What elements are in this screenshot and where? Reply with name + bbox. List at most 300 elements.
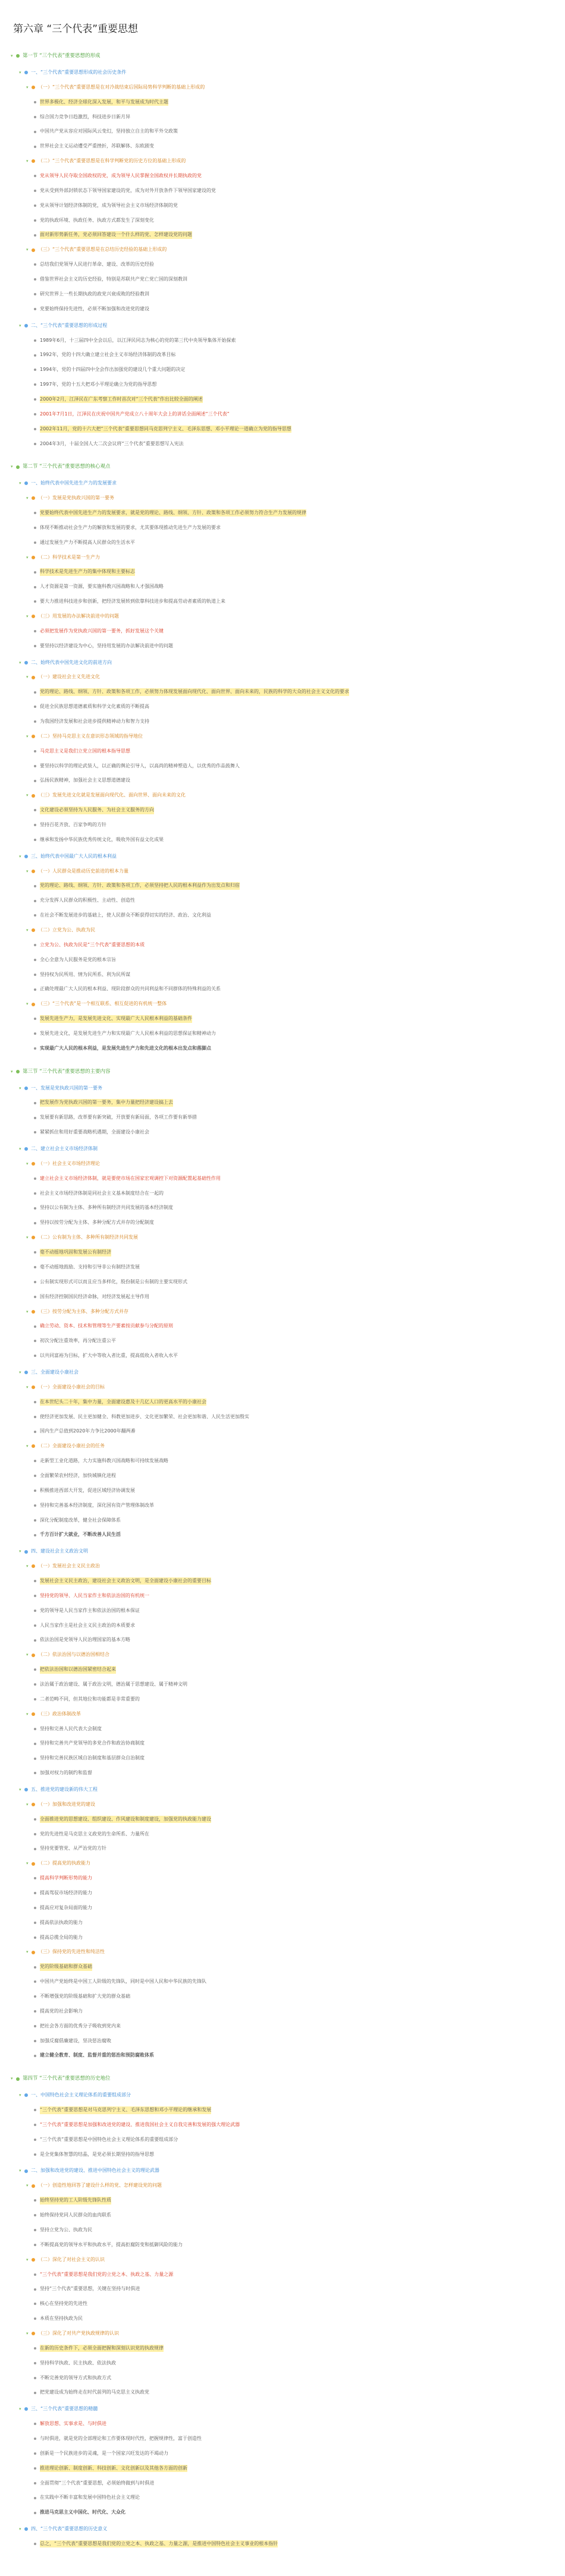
- outline-node-level-3[interactable]: [11, 377, 554, 392]
- bullet-dot-icon[interactable]: [34, 586, 36, 588]
- outline-node-level-3[interactable]: [11, 1245, 554, 1260]
- bullet-dot-icon[interactable]: [34, 2317, 36, 2320]
- bullet-dot-icon[interactable]: [32, 870, 35, 873]
- outline-node-level-3[interactable]: [11, 1528, 554, 1542]
- outline-node-level-1[interactable]: [11, 2088, 554, 2103]
- outline-node-level-3[interactable]: [11, 1349, 554, 1363]
- outline-node-level-3[interactable]: [11, 2238, 554, 2253]
- outline-node-level-3[interactable]: [11, 139, 554, 154]
- bullet-dot-icon[interactable]: [34, 101, 36, 103]
- bullet-dot-icon[interactable]: [34, 1340, 36, 1342]
- bullet-dot-icon[interactable]: [34, 1848, 36, 1850]
- collapse-arrow-icon[interactable]: ▾: [19, 1369, 21, 1375]
- bullet-dot-icon[interactable]: [34, 2025, 36, 2027]
- bullet-dot-icon[interactable]: [34, 2055, 36, 2057]
- outline-node-level-3[interactable]: [11, 1172, 554, 1186]
- outline-node-level-3[interactable]: [11, 1334, 554, 1349]
- collapse-arrow-icon[interactable]: ▾: [26, 675, 29, 680]
- bullet-dot-icon[interactable]: [34, 1610, 36, 1612]
- outline-node-level-3[interactable]: [11, 878, 554, 893]
- outline-node-level-3[interactable]: [11, 2370, 554, 2385]
- bullet-dot-icon[interactable]: [34, 1892, 36, 1894]
- outline-node-level-3[interactable]: [11, 2490, 554, 2505]
- outline-node-level-3[interactable]: [11, 1498, 554, 1513]
- bullet-dot-icon[interactable]: [34, 706, 36, 708]
- outline-node-level-3[interactable]: [11, 2341, 554, 2356]
- outline-node-level-3[interactable]: [11, 2019, 554, 2034]
- bullet-dot-icon[interactable]: [34, 219, 36, 222]
- collapse-arrow-icon[interactable]: ▾: [19, 323, 21, 328]
- outline-node-level-2[interactable]: [11, 491, 554, 506]
- outline-node-level-3[interactable]: [11, 1041, 554, 1056]
- collapse-arrow-icon[interactable]: ▾: [26, 733, 29, 739]
- collapse-arrow-icon[interactable]: ▾: [26, 247, 29, 253]
- outline-node-level-3[interactable]: [11, 803, 554, 818]
- bullet-dot-icon[interactable]: [34, 1266, 36, 1268]
- bullet-dot-icon[interactable]: [34, 839, 36, 841]
- bullet-dot-icon[interactable]: [24, 1087, 28, 1090]
- bullet-dot-icon[interactable]: [32, 496, 35, 500]
- outline-node-level-1[interactable]: [11, 1544, 554, 1559]
- bullet-dot-icon[interactable]: [34, 1668, 36, 1671]
- outline-node-level-3[interactable]: [11, 521, 554, 536]
- outline-node-level-2[interactable]: [11, 1380, 554, 1395]
- bullet-dot-icon[interactable]: [34, 1251, 36, 1254]
- outline-node-level-3[interactable]: [11, 1454, 554, 1469]
- collapse-arrow-icon[interactable]: ▾: [26, 1711, 29, 1717]
- bullet-dot-icon[interactable]: [24, 481, 28, 485]
- outline-node-level-2[interactable]: [11, 997, 554, 1012]
- collapse-arrow-icon[interactable]: ▾: [26, 1235, 29, 1240]
- bullet-dot-icon[interactable]: [34, 1728, 36, 1730]
- bullet-dot-icon[interactable]: [34, 1460, 36, 1462]
- outline-node-level-3[interactable]: [11, 1633, 554, 1648]
- collapse-arrow-icon[interactable]: ▾: [19, 2168, 21, 2174]
- outline-node-level-3[interactable]: [11, 1095, 554, 1110]
- bullet-dot-icon[interactable]: [34, 2214, 36, 2216]
- bullet-dot-icon[interactable]: [24, 2169, 28, 2173]
- bullet-dot-icon[interactable]: [34, 2010, 36, 2013]
- collapse-arrow-icon[interactable]: ▾: [11, 2076, 13, 2081]
- collapse-arrow-icon[interactable]: ▾: [26, 1002, 29, 1007]
- bullet-dot-icon[interactable]: [34, 1519, 36, 1522]
- bullet-dot-icon[interactable]: [34, 1639, 36, 1642]
- outline-node-level-3[interactable]: [11, 565, 554, 580]
- bullet-dot-icon[interactable]: [34, 1416, 36, 1418]
- outline-node-level-1[interactable]: [11, 318, 554, 333]
- outline-node-level-3[interactable]: [11, 1125, 554, 1140]
- outline-node-level-0[interactable]: [11, 49, 554, 64]
- outline-node-level-3[interactable]: [11, 1930, 554, 1945]
- outline-node-level-3[interactable]: [11, 95, 554, 110]
- bullet-dot-icon[interactable]: [32, 1385, 35, 1389]
- collapse-arrow-icon[interactable]: ▾: [26, 84, 29, 90]
- bullet-dot-icon[interactable]: [34, 1966, 36, 1969]
- bullet-dot-icon[interactable]: [32, 1162, 35, 1166]
- bullet-dot-icon[interactable]: [32, 1444, 35, 1448]
- collapse-arrow-icon[interactable]: ▾: [11, 464, 13, 470]
- bullet-dot-icon[interactable]: [34, 116, 36, 118]
- outline-node-level-3[interactable]: [11, 2417, 554, 2432]
- outline-node-level-2[interactable]: [11, 80, 554, 95]
- collapse-arrow-icon[interactable]: ▾: [19, 70, 21, 75]
- bullet-dot-icon[interactable]: [34, 2303, 36, 2305]
- collapse-arrow-icon[interactable]: ▾: [26, 613, 29, 619]
- bullet-dot-icon[interactable]: [34, 1177, 36, 1180]
- bullet-dot-icon[interactable]: [34, 293, 36, 295]
- outline-node-level-3[interactable]: [11, 2118, 554, 2133]
- outline-node-level-1[interactable]: [11, 1081, 554, 1095]
- outline-node-level-2[interactable]: [11, 1856, 554, 1871]
- outline-node-level-3[interactable]: [11, 1989, 554, 2004]
- bullet-dot-icon[interactable]: [34, 413, 36, 415]
- bullet-dot-icon[interactable]: [34, 1936, 36, 1939]
- bullet-dot-icon[interactable]: [24, 2407, 28, 2411]
- bullet-dot-icon[interactable]: [24, 661, 28, 665]
- bullet-dot-icon[interactable]: [34, 369, 36, 371]
- outline-node-level-2[interactable]: [11, 670, 554, 685]
- outline-node-level-3[interactable]: [11, 213, 554, 228]
- bullet-dot-icon[interactable]: [34, 900, 36, 902]
- outline-node-level-3[interactable]: [11, 685, 554, 700]
- bullet-dot-icon[interactable]: [34, 2124, 36, 2126]
- outline-node-level-1[interactable]: [11, 2402, 554, 2417]
- outline-node-level-3[interactable]: [11, 2048, 554, 2063]
- bullet-dot-icon[interactable]: [24, 71, 28, 74]
- bullet-dot-icon[interactable]: [34, 1281, 36, 1283]
- outline-node-level-3[interactable]: [11, 2282, 554, 2297]
- bullet-dot-icon[interactable]: [34, 571, 36, 574]
- outline-node-level-3[interactable]: [11, 536, 554, 550]
- outline-node-level-3[interactable]: [11, 953, 554, 968]
- outline-node-level-3[interactable]: [11, 2312, 554, 2326]
- collapse-arrow-icon[interactable]: ▾: [26, 2183, 29, 2188]
- outline-node-level-3[interactable]: [11, 1026, 554, 1041]
- bullet-dot-icon[interactable]: [34, 2543, 36, 2545]
- bullet-dot-icon[interactable]: [34, 339, 36, 342]
- bullet-dot-icon[interactable]: [34, 1018, 36, 1020]
- outline-node-level-3[interactable]: [11, 908, 554, 923]
- outline-node-level-3[interactable]: [11, 272, 554, 287]
- bullet-dot-icon[interactable]: [34, 1207, 36, 1210]
- bullet-dot-icon[interactable]: [34, 1032, 36, 1035]
- bullet-dot-icon[interactable]: [32, 2258, 35, 2262]
- bullet-dot-icon[interactable]: [34, 398, 36, 401]
- bullet-dot-icon[interactable]: [24, 1788, 28, 1791]
- bullet-dot-icon[interactable]: [34, 1980, 36, 1983]
- bullet-dot-icon[interactable]: [34, 512, 36, 514]
- outline-node-level-3[interactable]: [11, 1692, 554, 1707]
- bullet-dot-icon[interactable]: [16, 1070, 20, 1073]
- bullet-dot-icon[interactable]: [32, 794, 35, 798]
- outline-node-level-3[interactable]: [11, 2461, 554, 2476]
- outline-node-level-3[interactable]: [11, 2297, 554, 2312]
- outline-node-level-3[interactable]: [11, 184, 554, 199]
- outline-node-level-3[interactable]: [11, 199, 554, 213]
- bullet-dot-icon[interactable]: [34, 765, 36, 767]
- outline-node-level-3[interactable]: [11, 2004, 554, 2019]
- collapse-arrow-icon[interactable]: ▾: [19, 1787, 21, 1792]
- outline-node-level-3[interactable]: [11, 2267, 554, 2282]
- outline-node-level-2[interactable]: [11, 550, 554, 565]
- bullet-dot-icon[interactable]: [32, 159, 35, 163]
- outline-node-level-1[interactable]: [11, 849, 554, 864]
- bullet-dot-icon[interactable]: [34, 308, 36, 310]
- outline-node-level-3[interactable]: [11, 1604, 554, 1618]
- outline-node-level-3[interactable]: [11, 773, 554, 788]
- bullet-dot-icon[interactable]: [34, 2229, 36, 2231]
- bullet-dot-icon[interactable]: [34, 354, 36, 357]
- outline-node-level-0[interactable]: [11, 2071, 554, 2086]
- bullet-dot-icon[interactable]: [34, 443, 36, 445]
- bullet-dot-icon[interactable]: [34, 1758, 36, 1760]
- bullet-dot-icon[interactable]: [34, 645, 36, 647]
- bullet-dot-icon[interactable]: [34, 1595, 36, 1597]
- outline-node-level-1[interactable]: [11, 1783, 554, 1797]
- collapse-arrow-icon[interactable]: ▾: [26, 555, 29, 560]
- bullet-dot-icon[interactable]: [34, 630, 36, 632]
- outline-node-level-3[interactable]: [11, 2446, 554, 2461]
- collapse-arrow-icon[interactable]: ▾: [11, 1069, 13, 1074]
- bullet-dot-icon[interactable]: [34, 1698, 36, 1700]
- bullet-dot-icon[interactable]: [32, 1803, 35, 1806]
- outline-node-level-3[interactable]: [11, 744, 554, 759]
- outline-node-level-3[interactable]: [11, 1662, 554, 1677]
- outline-node-level-3[interactable]: [11, 1736, 554, 1751]
- outline-node-level-2[interactable]: [11, 1439, 554, 1454]
- bullet-dot-icon[interactable]: [34, 2377, 36, 2379]
- outline-node-level-3[interactable]: [11, 1901, 554, 1916]
- collapse-arrow-icon[interactable]: ▾: [26, 1444, 29, 1449]
- bullet-dot-icon[interactable]: [34, 234, 36, 237]
- outline-node-level-3[interactable]: [11, 580, 554, 594]
- bullet-dot-icon[interactable]: [34, 2362, 36, 2364]
- bullet-dot-icon[interactable]: [32, 615, 35, 618]
- outline-node-level-3[interactable]: [11, 1826, 554, 1841]
- outline-node-level-3[interactable]: [11, 506, 554, 521]
- bullet-dot-icon[interactable]: [24, 1550, 28, 1554]
- bullet-dot-icon[interactable]: [34, 2273, 36, 2276]
- outline-node-level-1[interactable]: [11, 655, 554, 670]
- bullet-dot-icon[interactable]: [16, 465, 20, 469]
- bullet-dot-icon[interactable]: [24, 1371, 28, 1374]
- outline-node-level-2[interactable]: [11, 154, 554, 169]
- collapse-arrow-icon[interactable]: ▾: [26, 1161, 29, 1166]
- bullet-dot-icon[interactable]: [32, 676, 35, 679]
- bullet-dot-icon[interactable]: [34, 750, 36, 752]
- bullet-dot-icon[interactable]: [34, 2139, 36, 2141]
- bullet-dot-icon[interactable]: [34, 691, 36, 694]
- outline-node-level-2[interactable]: [11, 1945, 554, 1960]
- bullet-dot-icon[interactable]: [34, 2109, 36, 2111]
- outline-node-level-3[interactable]: [11, 1618, 554, 1633]
- bullet-dot-icon[interactable]: [34, 190, 36, 192]
- outline-node-level-3[interactable]: [11, 1424, 554, 1439]
- collapse-arrow-icon[interactable]: ▾: [26, 1950, 29, 1955]
- bullet-dot-icon[interactable]: [34, 988, 36, 991]
- outline-node-level-3[interactable]: [11, 1766, 554, 1781]
- bullet-dot-icon[interactable]: [34, 1818, 36, 1821]
- outline-node-level-3[interactable]: [11, 392, 554, 407]
- outline-node-level-3[interactable]: [11, 1186, 554, 1201]
- bullet-dot-icon[interactable]: [34, 2244, 36, 2246]
- outline-node-level-3[interactable]: [11, 1574, 554, 1589]
- outline-node-level-3[interactable]: [11, 1677, 554, 1692]
- bullet-dot-icon[interactable]: [34, 809, 36, 811]
- outline-node-level-3[interactable]: [11, 818, 554, 833]
- bullet-dot-icon[interactable]: [34, 600, 36, 603]
- bullet-dot-icon[interactable]: [34, 278, 36, 281]
- bullet-dot-icon[interactable]: [32, 1310, 35, 1314]
- outline-node-level-3[interactable]: [11, 436, 554, 451]
- collapse-arrow-icon[interactable]: ▾: [26, 928, 29, 933]
- bullet-dot-icon[interactable]: [32, 2184, 35, 2188]
- bullet-dot-icon[interactable]: [34, 2199, 36, 2202]
- collapse-arrow-icon[interactable]: ▾: [26, 1652, 29, 1658]
- bullet-dot-icon[interactable]: [34, 780, 36, 782]
- bullet-dot-icon[interactable]: [34, 1534, 36, 1536]
- bullet-dot-icon[interactable]: [34, 1743, 36, 1745]
- outline-node-level-3[interactable]: [11, 421, 554, 436]
- bullet-dot-icon[interactable]: [34, 1325, 36, 1328]
- bullet-dot-icon[interactable]: [34, 527, 36, 529]
- outline-node-level-3[interactable]: [11, 2147, 554, 2162]
- collapse-arrow-icon[interactable]: ▾: [26, 496, 29, 501]
- outline-node-level-3[interactable]: [11, 287, 554, 302]
- outline-node-level-3[interactable]: [11, 363, 554, 377]
- collapse-arrow-icon[interactable]: ▾: [19, 1549, 21, 1554]
- outline-node-level-3[interactable]: [11, 1319, 554, 1334]
- bullet-dot-icon[interactable]: [34, 914, 36, 917]
- bullet-dot-icon[interactable]: [34, 1580, 36, 1582]
- collapse-arrow-icon[interactable]: ▾: [26, 1564, 29, 1569]
- bullet-dot-icon[interactable]: [34, 2467, 36, 2470]
- collapse-arrow-icon[interactable]: ▾: [26, 1309, 29, 1314]
- outline-node-level-3[interactable]: [11, 2537, 554, 2552]
- bullet-dot-icon[interactable]: [34, 131, 36, 133]
- outline-node-level-3[interactable]: [11, 257, 554, 272]
- bullet-dot-icon[interactable]: [34, 2497, 36, 2499]
- bullet-dot-icon[interactable]: [34, 2153, 36, 2156]
- bullet-dot-icon[interactable]: [34, 1624, 36, 1627]
- bullet-dot-icon[interactable]: [34, 1489, 36, 1492]
- collapse-arrow-icon[interactable]: ▾: [19, 2407, 21, 2412]
- bullet-dot-icon[interactable]: [34, 944, 36, 946]
- collapse-arrow-icon[interactable]: ▾: [26, 2257, 29, 2262]
- outline-node-level-3[interactable]: [11, 2223, 554, 2238]
- collapse-arrow-icon[interactable]: ▾: [19, 481, 21, 486]
- outline-node-level-3[interactable]: [11, 333, 554, 348]
- bullet-dot-icon[interactable]: [32, 86, 35, 89]
- bullet-dot-icon[interactable]: [32, 556, 35, 559]
- outline-node-level-2[interactable]: [11, 729, 554, 744]
- bullet-dot-icon[interactable]: [34, 2392, 36, 2394]
- outline-node-level-1[interactable]: [11, 65, 554, 80]
- outline-node-level-3[interactable]: [11, 1012, 554, 1026]
- collapse-arrow-icon[interactable]: ▾: [26, 793, 29, 798]
- bullet-dot-icon[interactable]: [34, 1504, 36, 1507]
- bullet-dot-icon[interactable]: [34, 204, 36, 207]
- bullet-dot-icon[interactable]: [34, 1117, 36, 1119]
- collapse-arrow-icon[interactable]: ▾: [26, 1384, 29, 1390]
- outline-node-level-3[interactable]: [11, 228, 554, 243]
- outline-node-level-3[interactable]: [11, 1484, 554, 1498]
- bullet-dot-icon[interactable]: [34, 1995, 36, 1998]
- outline-node-level-3[interactable]: [11, 1974, 554, 1989]
- collapse-arrow-icon[interactable]: ▾: [26, 868, 29, 874]
- outline-node-level-3[interactable]: [11, 2103, 554, 2118]
- outline-node-level-3[interactable]: [11, 1275, 554, 1290]
- outline-node-level-3[interactable]: [11, 594, 554, 609]
- collapse-arrow-icon[interactable]: ▾: [19, 2093, 21, 2098]
- bullet-dot-icon[interactable]: [34, 2512, 36, 2514]
- outline-node-level-2[interactable]: [11, 2178, 554, 2193]
- bullet-dot-icon[interactable]: [34, 720, 36, 723]
- outline-node-level-3[interactable]: [11, 938, 554, 953]
- collapse-arrow-icon[interactable]: ▾: [11, 53, 13, 59]
- outline-node-level-2[interactable]: [11, 2326, 554, 2341]
- outline-node-level-3[interactable]: [11, 169, 554, 184]
- collapse-arrow-icon[interactable]: ▾: [26, 159, 29, 164]
- outline-node-level-3[interactable]: [11, 2208, 554, 2223]
- bullet-dot-icon[interactable]: [34, 541, 36, 544]
- outline-node-level-2[interactable]: [11, 788, 554, 803]
- collapse-arrow-icon[interactable]: ▾: [26, 1861, 29, 1866]
- outline-node-level-2[interactable]: [11, 864, 554, 878]
- bullet-dot-icon[interactable]: [34, 974, 36, 976]
- outline-node-level-2[interactable]: [11, 243, 554, 257]
- outline-node-level-3[interactable]: [11, 893, 554, 908]
- bullet-dot-icon[interactable]: [34, 2482, 36, 2484]
- bullet-dot-icon[interactable]: [34, 2452, 36, 2455]
- bullet-dot-icon[interactable]: [34, 1047, 36, 1050]
- outline-node-level-1[interactable]: [11, 476, 554, 491]
- outline-node-level-3[interactable]: [11, 1469, 554, 1484]
- collapse-arrow-icon[interactable]: ▾: [26, 2331, 29, 2336]
- outline-node-level-3[interactable]: [11, 2385, 554, 2400]
- collapse-arrow-icon[interactable]: ▾: [19, 660, 21, 665]
- outline-node-level-3[interactable]: [11, 1589, 554, 1604]
- outline-node-level-2[interactable]: [11, 1797, 554, 1812]
- outline-node-level-3[interactable]: [11, 1751, 554, 1766]
- bullet-dot-icon[interactable]: [32, 1951, 35, 1954]
- bullet-dot-icon[interactable]: [32, 1862, 35, 1866]
- bullet-dot-icon[interactable]: [34, 146, 36, 148]
- bullet-dot-icon[interactable]: [32, 735, 35, 738]
- bullet-dot-icon[interactable]: [32, 1236, 35, 1239]
- bullet-dot-icon[interactable]: [34, 1131, 36, 1133]
- bullet-dot-icon[interactable]: [34, 1907, 36, 1909]
- bullet-dot-icon[interactable]: [32, 248, 35, 252]
- outline-node-level-3[interactable]: [11, 1916, 554, 1931]
- bullet-dot-icon[interactable]: [34, 2347, 36, 2350]
- outline-node-level-1[interactable]: [11, 1142, 554, 1157]
- outline-node-level-3[interactable]: [11, 2193, 554, 2208]
- bullet-dot-icon[interactable]: [34, 1102, 36, 1104]
- bullet-dot-icon[interactable]: [34, 1222, 36, 1224]
- bullet-dot-icon[interactable]: [34, 428, 36, 430]
- bullet-dot-icon[interactable]: [34, 263, 36, 266]
- bullet-dot-icon[interactable]: [32, 2332, 35, 2335]
- outline-node-level-3[interactable]: [11, 1960, 554, 1974]
- bullet-dot-icon[interactable]: [32, 1003, 35, 1006]
- collapse-arrow-icon[interactable]: ▾: [19, 1085, 21, 1091]
- bullet-dot-icon[interactable]: [34, 2423, 36, 2425]
- bullet-dot-icon[interactable]: [24, 2527, 28, 2531]
- bullet-dot-icon[interactable]: [16, 54, 20, 58]
- outline-node-level-1[interactable]: [11, 2164, 554, 2178]
- outline-node-level-2[interactable]: [11, 1157, 554, 1172]
